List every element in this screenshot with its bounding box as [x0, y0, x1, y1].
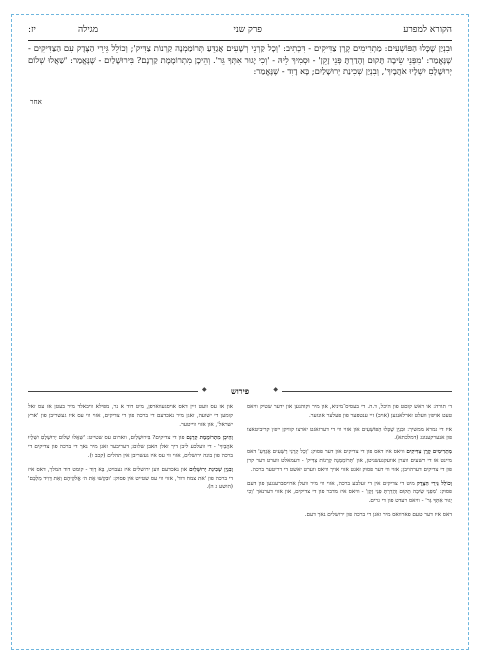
- chapter-name: הקורא למפרע: [403, 25, 452, 35]
- commentary-paragraph: [247, 480, 452, 506]
- page-number: יז:: [28, 25, 36, 35]
- commentary-column-right: [247, 403, 452, 525]
- commentary-text: ד׳ תורה: או ראש קוםט פון היכל, ד.ה. די בעסיס־מיניא, און מיר וקוהנען און ידער שטיק וויאס טעט אויפ׳ן וועלט זארלאנגען (אויב) זיי ענטפער פון פעלער אונזער.: [247, 404, 452, 419]
- commentary-paragraph: [247, 448, 452, 474]
- commentary-lemma: וְהֵיכָן מִתְרוֹמֶמֶת קַרְנָם: [186, 435, 234, 442]
- catchword: אחר: [30, 98, 42, 106]
- ornament-left: ◆: [202, 386, 207, 393]
- commentary-column-left: [28, 403, 233, 497]
- gemara-text: וּבִנְיַן שֶׁכָּלוּ הַפּוֹשְׁעִים: מַתְרִימִים קֶרֶן צַדִּיקִים - דִּכְתִיב: 'וְכָל קַרְנֵי רְשָׁעִים אֲגַדֵּעַ תְּרוֹמַמְנָה קַרְנוֹת צַדִּיק'; וְכוֹלֵל גֵּירֵי הַצֶּדֶק עִם הַצַּדִּיקִים - שֶׁנֶּאֱמַר: 'מִפְּנֵי שֵׂיבָה תָּקוּם וְהָדַרְתָּ פְּנֵי זָקֵן' - וּסְמִיךְ לֵיהּ - 'וְכִי יָגוּר אִתְּךָ גֵּר'. וְהֵיכָן מִתְרוֹמֶמֶת קַרְנָם? בִּירוּשָׁלַיִם - שֶׁנֶּאֱמַר: 'שַׁאֲלוּ שְׁלוֹם יְרוּשָׁלָםִ יִשְׁלָיוּ אֹהֲבָיִךְ', וְבִנְיַן שְׁכִינַת יְרוּשָׁלַיִם; בָּא דָוִד - שֶׁנֶּאֱמַר:: [28, 43, 452, 77]
- ornament-right: ◆: [273, 386, 278, 393]
- commentary-paragraph: [28, 466, 233, 492]
- commentary-divider: [28, 384, 452, 398]
- page-header: [28, 22, 452, 38]
- commentary-text: איז די גמרא ממשיך: וּבִנְיַן שֶׁכָּלוּ הַפּוֹשְׁעִים און אזוי ווי די דערזאגט יארצו קוויקן ייפ׳ן קריביטאצו פון אנערקענונג (דמלכתא).: [247, 426, 452, 442]
- commentary-title: פירוש: [230, 386, 250, 396]
- commentary-text: וויאס איז דאס פון די צדיקים און דער פסוק: 'וְכָל קַרְנֵי רְשָׁעִים אֲגַדֵּעַ' דאס מיינט אז די רשעים ווערן אוועקגעשניטן, און 'תְּרוֹמַמְנָה קַרְנוֹת צַדִּיק' - דעמאלט ווערט דער קרן פון די צדיקים דערהויבן; אזוי ווי דער פסוק זאגט אזוי אויך וויאס ווערט יאשט די דריטער ברכה.: [247, 449, 452, 473]
- commentary-text: דאס איז דער טעם פארוואס מיר זאגן די ברכה פון ירושלים נאך דעם.: [304, 511, 452, 518]
- commentary-lemma: וְכוֹלֵל גֵּירֵי הַצֶּדֶק: [416, 480, 452, 487]
- commentary-paragraph: [28, 434, 233, 460]
- tractate-name: מגילה: [78, 25, 99, 35]
- commentary-lemma: מַתְרִימִים קֶרֶן צַדִּיקִים: [406, 449, 452, 456]
- commentary-lemma: וְבִנְיַן שְׁכִינַת יְרוּשָׁלַיִם: [189, 466, 234, 473]
- commentary-text: און אז עס וועט זיין דאס אויסגעווארפן, מיט דוד א נר, מפילא וויבאלד מיר בעטן אז עס זאל קומען די ישועה, זאגן מיר נאכדעם די ברכה פון די צדיקים, אזוי ווי עס איז געשריבן פון 'ארץ ישראל', און אזוי ווייטער.: [28, 404, 233, 428]
- commentary-text: און נאכדעם ווען ירושלים איז געבויט, בָּא דָוִד - קומט דוד המלך, דאס איז די ברכה פון 'את צמח דוד', אזוי ווי עס שטייט אין פסוק: 'וּבִקְשׁוּ אֶת ה׳ אֱלֹקֵיהֶם וְאֵת דָּוִיד מַלְכָּם' (הושע ג ה).: [28, 466, 233, 491]
- commentary-paragraph: [247, 403, 452, 421]
- commentary-text: פון די צדיקים? בִּירוּשָׁלַיִם, ווארום עס שטייט: 'שַׁאֲלוּ שְׁלוֹם יְרוּשָׁלָםִ יִשְׁלָיוּ אֹהֲבָיִךְ' - די וועלכע ליבן דיך זאלן האבן שלום; דעריבער זאגן מיר נאך די ברכה פון צדיקים די ברכה פון בונה ירושלים, אזוי ווי עס איז געשריבן אין תהלים (קכב ו).: [28, 435, 233, 459]
- commentary-paragraph: [247, 426, 452, 444]
- commentary-paragraph: [28, 403, 233, 429]
- header-rule: [28, 40, 452, 41]
- commentary-paragraph: [247, 511, 452, 520]
- commentary-text: מיט די צדיקים אין די זעלבע ברכה, אזוי ווי מיר וועלן ארויסברענגען פון דעם פסוק: 'מִפְּנֵי שֵׂיבָה תָּקוּם וְהָדַרְתָּ פְּנֵי זָקֵן' - וויאס איז מדבר פון די צדיקים, און אזוי דערנאך 'וְכִי יָגוּר אִתְּךָ גֵּר' - וויאס רעדט פון די גרים.: [247, 480, 452, 505]
- chapter-number: פרק שני: [233, 25, 262, 35]
- page-border: [11, 14, 469, 650]
